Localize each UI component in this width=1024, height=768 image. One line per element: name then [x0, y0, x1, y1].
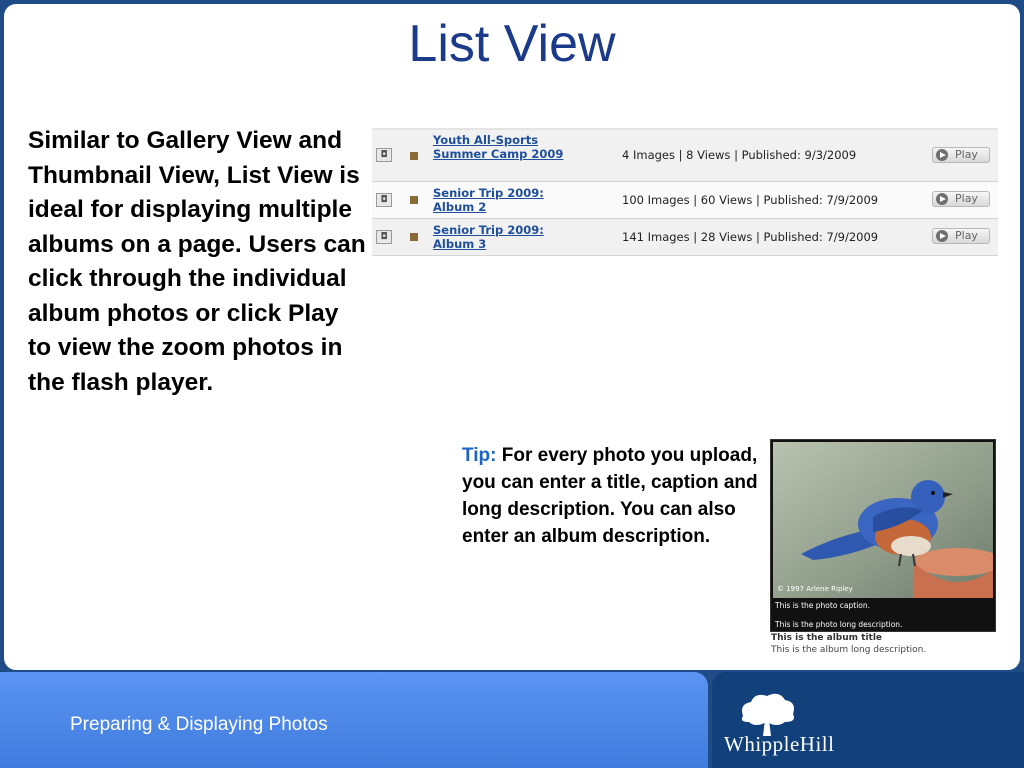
camera-icon[interactable]: ◘: [376, 148, 392, 162]
photo-credit: © 1997 Arlene Ripley: [777, 585, 853, 593]
album-row: [372, 182, 998, 219]
photo-card: [770, 439, 996, 632]
album-square-icon: [410, 196, 418, 204]
album-stats: 141 Images | 28 Views | Published: 7/9/2009: [622, 230, 879, 244]
album-title-link[interactable]: Senior Trip 2009: Album 3: [433, 223, 544, 251]
album-stats: 100 Images | 60 Views | Published: 7/9/2009: [622, 193, 879, 207]
slide-title: List View: [408, 15, 616, 73]
tip-body: For every photo you upload, you can enter a title, caption and long description. You can also enter an album description.: [462, 445, 758, 547]
album-title-link[interactable]: Youth All-Sports Summer Camp 2009: [433, 133, 564, 161]
play-button[interactable]: [932, 191, 990, 207]
photo-caption: This is the photo caption.: [775, 601, 871, 610]
album-title: This is the album title: [771, 633, 883, 643]
album-square-icon: [410, 233, 418, 241]
tip-text: [462, 442, 764, 550]
play-label: Play: [955, 148, 978, 161]
tree-logo-icon: [733, 690, 801, 738]
footer-text: Preparing & Displaying Photos: [70, 714, 328, 735]
album-stats: 4 Images | 8 Views | Published: 9/3/2009: [622, 148, 857, 162]
tip-label: Tip:: [462, 445, 497, 466]
play-icon: [936, 230, 948, 242]
album-list: [372, 128, 998, 256]
camera-icon[interactable]: ◘: [376, 230, 392, 244]
album-title-link[interactable]: Senior Trip 2009: Album 2: [433, 186, 544, 214]
camera-icon[interactable]: ◘: [376, 193, 392, 207]
play-button[interactable]: [932, 228, 990, 244]
album-square-icon: [410, 152, 418, 160]
album-description: This is the album long description.: [771, 645, 927, 655]
play-icon: [936, 149, 948, 161]
album-row: [372, 128, 998, 182]
play-button[interactable]: [932, 147, 990, 163]
album-row: [372, 219, 998, 256]
body-text: Similar to Gallery View and Thumbnail View, List View is ideal for displaying multiple albums on a page. Users can click through the individual album photos or click Play to view the zoom photos in the flash player.: [28, 127, 366, 396]
play-label: Play: [955, 229, 978, 242]
logo-text: WhippleHill: [724, 732, 835, 756]
photo-long-description: This is the photo long description.: [775, 620, 903, 629]
play-icon: [936, 193, 948, 205]
bluebird-photo: [773, 442, 993, 598]
play-label: Play: [955, 192, 978, 205]
